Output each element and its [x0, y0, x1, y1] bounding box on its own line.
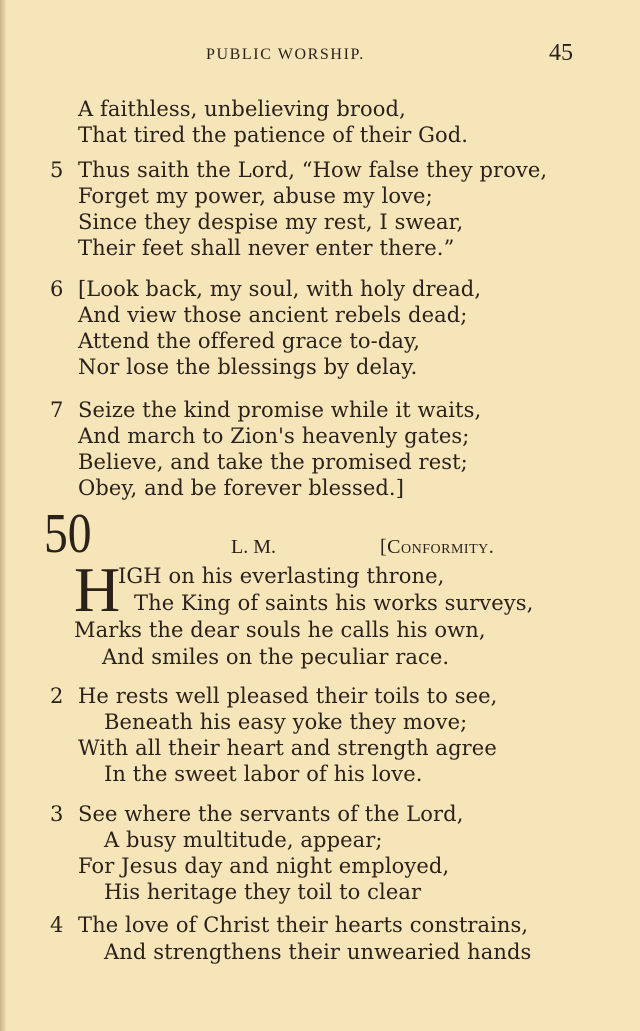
verse-line: In the sweet labor of his love. [104, 762, 423, 786]
verse-line: Obey, and be forever blessed.] [78, 476, 404, 500]
page-edge [0, 0, 6, 1031]
verse-line: See where the servants of the Lord, [78, 802, 464, 826]
verse-line: [Look back, my soul, with holy dread, [78, 277, 482, 301]
verse-line: And smiles on the peculiar race. [102, 645, 450, 669]
verse-number: 5 [50, 158, 64, 182]
verse-number: 4 [50, 913, 64, 937]
hymn-number: 50 [44, 503, 92, 565]
verse-number: 3 [50, 802, 64, 826]
verse-line: And march to Zion's heavenly gates; [78, 424, 470, 448]
verse-line: A busy multitude, appear; [104, 828, 383, 852]
verse-line: Marks the dear souls he calls his own, [74, 618, 486, 642]
verse-line: Thus saith the Lord, “How false they prove, [78, 158, 548, 182]
verse-line: Their feet shall never enter there.” [78, 236, 455, 260]
verse-line: His heritage they toil to clear [104, 880, 422, 904]
verse-line: Since they despise my rest, I swear, [78, 210, 464, 234]
verse-line: IGH on his everlasting throne, [118, 564, 445, 588]
verse-line: Nor lose the blessings by delay. [78, 355, 418, 379]
verse-number: 2 [50, 684, 64, 708]
verse-number: 7 [50, 398, 64, 422]
verse-line: The King of saints his works surveys, [134, 591, 534, 615]
verse-line: Forget my power, abuse my love; [78, 184, 433, 208]
verse-number: 6 [50, 277, 64, 301]
verse-line: Beneath his easy yoke they move; [104, 710, 468, 734]
verse-line: For Jesus day and night employed, [78, 854, 450, 878]
verse-line: And strengthens their unwearied hands [104, 940, 532, 964]
verse-line: The love of Christ their hearts constrains, [78, 913, 529, 937]
page-number: 45 [549, 40, 573, 66]
verse-line: Believe, and take the promised rest; [78, 450, 468, 474]
verse-line: Attend the offered grace to-day, [78, 329, 420, 353]
verse-line: That tired the patience of their God. [78, 123, 469, 147]
verse-line: He rests well pleased their toils to see, [78, 684, 498, 708]
verse-line: And view those ancient rebels dead; [78, 303, 468, 327]
hymn-subject: [Conformity. [380, 536, 495, 558]
drop-cap: H [74, 554, 121, 625]
running-header: PUBLIC WORSHIP. [206, 46, 365, 63]
hymn-meter: L. M. [231, 536, 276, 558]
verse-line: Seize the kind promise while it waits, [78, 398, 482, 422]
verse-line: A faithless, unbelieving brood, [78, 97, 406, 121]
verse-line: With all their heart and strength agree [78, 736, 497, 760]
